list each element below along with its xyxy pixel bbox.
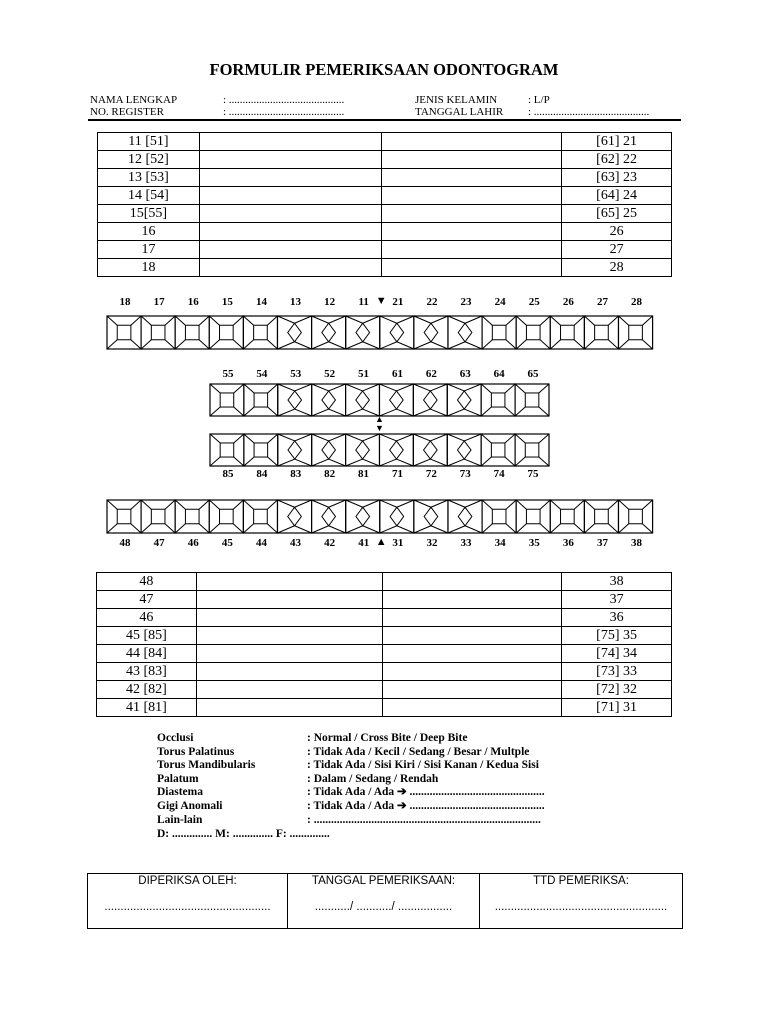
notes-cell[interactable] — [196, 609, 383, 627]
tooth-number: 18 — [119, 296, 131, 308]
tooth-diagram[interactable] — [141, 316, 175, 349]
tooth-diagram[interactable] — [584, 500, 618, 533]
tooth-number: 74 — [493, 468, 505, 480]
notes-cell[interactable] — [383, 699, 562, 717]
tooth-diagram[interactable] — [380, 316, 414, 349]
midline-up-arrow-icon: ▲ — [375, 536, 387, 548]
tooth-number: 52 — [324, 368, 336, 380]
tooth-diagram[interactable] — [482, 500, 516, 533]
clinical-options[interactable]: : Dalam / Sedang / Rendah — [307, 772, 439, 785]
tooth-label-left: 41 [81] — [97, 699, 197, 717]
clinical-options[interactable]: : ............................................................................... — [307, 813, 541, 826]
tooth-diagram[interactable] — [346, 384, 380, 416]
notes-cell[interactable] — [196, 663, 383, 681]
clinical-label: Lain-lain — [157, 813, 203, 826]
notes-cell[interactable] — [381, 151, 562, 169]
tooth-number: 38 — [631, 537, 643, 549]
tooth-number: 73 — [459, 468, 471, 480]
notes-cell[interactable] — [381, 205, 562, 223]
tooth-number: 31 — [392, 537, 404, 549]
tooth-number: 36 — [562, 537, 574, 549]
tooth-diagram[interactable] — [312, 384, 346, 416]
clinical-options[interactable]: : Tidak Ada / Sisi Kiri / Sisi Kanan / Kedua Sisi — [307, 759, 539, 772]
tooth-label-left: 48 — [97, 573, 197, 591]
tooth-diagram[interactable] — [175, 316, 209, 349]
tooth-diagram[interactable] — [481, 384, 515, 416]
tooth-diagram[interactable] — [584, 316, 618, 349]
tooth-number: 37 — [596, 537, 608, 549]
clinical-label: Torus Palatinus — [157, 745, 235, 758]
tooth-diagram[interactable] — [209, 500, 243, 533]
tooth-number: 54 — [256, 368, 268, 380]
tooth-number: 72 — [425, 468, 437, 480]
tooth-label-left: 15[55] — [98, 205, 200, 223]
tooth-number: 15 — [221, 296, 233, 308]
notes-cell[interactable] — [383, 645, 562, 663]
tooth-number: 43 — [290, 537, 302, 549]
tooth-label-right: 26 — [562, 223, 672, 241]
midline-down-arrow-icon: ▼ — [375, 295, 387, 307]
tooth-number: 28 — [631, 296, 643, 308]
tooth-diagram[interactable] — [243, 316, 277, 349]
notes-cell[interactable] — [383, 681, 562, 699]
tooth-diagram[interactable] — [312, 316, 346, 349]
tooth-label-right: [63] 23 — [562, 169, 672, 187]
table-row — [97, 609, 672, 627]
tooth-number: 47 — [153, 537, 165, 549]
tooth-diagram[interactable] — [210, 434, 244, 466]
tooth-label-left: 47 — [97, 591, 197, 609]
table-row — [98, 169, 672, 187]
clinical-options[interactable]: : Tidak Ada / Ada ➔ ............................................... — [307, 800, 545, 812]
notes-cell[interactable] — [381, 241, 562, 259]
clinical-label: Occlusi — [157, 732, 194, 744]
tooth-number: 27 — [596, 296, 608, 308]
tooth-number: 45 — [221, 537, 233, 549]
table-row — [98, 223, 672, 241]
signature-table — [87, 873, 683, 929]
tooth-number: 71 — [391, 468, 403, 480]
tooth-number: 46 — [187, 537, 199, 549]
tooth-number: 64 — [493, 368, 505, 380]
tooth-number: 32 — [426, 537, 438, 549]
tanggal-pemeriksaan-label: TANGGAL PEMERIKSAAN: — [311, 875, 456, 887]
page-title: FORMULIR PEMERIKSAAN ODONTOGRAM — [209, 60, 559, 79]
tooth-label-right: [73] 33 — [562, 663, 672, 681]
tooth-diagram[interactable] — [312, 434, 346, 466]
nama-field[interactable]: : .......................................... — [223, 94, 345, 106]
lower-deciduous-row — [209, 433, 550, 467]
clinical-label: Gigi Anomali — [157, 800, 223, 812]
tooth-label-right: [62] 22 — [562, 151, 672, 169]
table-row — [97, 699, 672, 717]
upper-teeth-table — [97, 132, 672, 277]
notes-cell[interactable] — [199, 133, 381, 151]
jenis-kelamin-label: JENIS KELAMIN — [415, 94, 498, 106]
tooth-number: 42 — [324, 537, 336, 549]
notes-cell[interactable] — [196, 591, 383, 609]
table-row — [97, 663, 672, 681]
dmf-field[interactable]: D: .............. M: .............. F: .............. — [157, 828, 330, 840]
notes-cell[interactable] — [383, 591, 562, 609]
tooth-label-right: [75] 35 — [562, 627, 672, 645]
tooth-number: 83 — [290, 468, 302, 480]
tooth-label-left: 12 [52] — [98, 151, 200, 169]
clinical-options[interactable]: : Normal / Cross Bite / Deep Bite — [307, 732, 468, 744]
notes-cell[interactable] — [199, 187, 381, 205]
tooth-number: 82 — [324, 468, 336, 480]
tooth-diagram[interactable] — [481, 434, 515, 466]
tooth-label-left: 43 [83] — [97, 663, 197, 681]
tooth-label-left: 11 [51] — [98, 133, 200, 151]
tooth-diagram[interactable] — [447, 384, 481, 416]
tooth-diagram[interactable] — [448, 500, 482, 533]
tooth-number: 63 — [459, 368, 471, 380]
tooth-diagram[interactable] — [482, 316, 516, 349]
upper-permanent-row — [106, 315, 654, 350]
tooth-number: 17 — [153, 296, 165, 308]
tooth-number: 75 — [527, 468, 539, 480]
tooth-number: 13 — [290, 296, 302, 308]
tooth-diagram[interactable] — [414, 500, 448, 533]
tooth-diagram[interactable] — [516, 500, 550, 533]
notes-cell[interactable] — [383, 627, 562, 645]
notes-cell[interactable] — [196, 699, 383, 717]
tanggal-pemeriksaan-cell[interactable] — [288, 874, 480, 929]
clinical-label: Torus Mandibularis — [157, 759, 256, 772]
tooth-diagram[interactable] — [380, 384, 414, 416]
notes-cell[interactable] — [383, 573, 562, 591]
tooth-diagram[interactable] — [141, 500, 175, 533]
tooth-label-left: 17 — [98, 241, 200, 259]
tooth-number: 41 — [358, 537, 370, 549]
tooth-label-left: 45 [85] — [97, 627, 197, 645]
table-row — [97, 573, 672, 591]
table-row — [97, 627, 672, 645]
notes-cell[interactable] — [196, 645, 383, 663]
diperiksa-field[interactable]: .................................................... — [104, 901, 271, 913]
register-label: NO. REGISTER — [90, 106, 164, 118]
tooth-number: 48 — [119, 537, 131, 549]
tooth-diagram[interactable] — [244, 434, 278, 466]
tooth-number: 81 — [358, 468, 370, 480]
tooth-number: 51 — [358, 368, 370, 380]
table-row — [98, 241, 672, 259]
tooth-number: 12 — [324, 296, 336, 308]
tanggal-lahir-field[interactable]: : .......................................... — [528, 106, 650, 118]
tooth-number: 21 — [392, 296, 404, 308]
ttd-cell[interactable] — [480, 874, 683, 929]
tooth-label-left: 42 [82] — [97, 681, 197, 699]
tooth-diagram[interactable] — [210, 384, 244, 416]
notes-cell[interactable] — [196, 573, 383, 591]
tooth-number: 85 — [222, 468, 234, 480]
tooth-number: 23 — [460, 296, 472, 308]
notes-cell[interactable] — [199, 259, 381, 277]
upper-deciduous-row — [209, 383, 550, 417]
tooth-diagram[interactable] — [346, 434, 380, 466]
tooth-number: 62 — [425, 368, 437, 380]
notes-cell[interactable] — [199, 223, 381, 241]
table-row — [98, 151, 672, 169]
tooth-diagram[interactable] — [448, 316, 482, 349]
ttd-label: TTD PEMERIKSA: — [533, 875, 629, 887]
tooth-diagram[interactable] — [380, 434, 414, 466]
tooth-number: 22 — [426, 296, 438, 308]
notes-cell[interactable] — [199, 205, 381, 223]
tooth-diagram[interactable] — [413, 434, 447, 466]
tanggal-pemeriksaan-field[interactable]: .........../ .........../ ................. — [314, 901, 453, 913]
clinical-options[interactable]: : Tidak Ada / Ada ➔ ............................................... — [307, 786, 545, 799]
tooth-diagram[interactable] — [550, 500, 584, 533]
tooth-number: 35 — [528, 537, 540, 549]
table-row — [98, 187, 672, 205]
tooth-diagram[interactable] — [278, 384, 312, 416]
tooth-diagram[interactable] — [107, 316, 141, 349]
notes-cell[interactable] — [383, 663, 562, 681]
tooth-label-left: 46 — [97, 609, 197, 627]
ttd-field[interactable]: ...................................................... — [494, 901, 668, 913]
tooth-diagram[interactable] — [619, 500, 653, 533]
tooth-diagram[interactable] — [515, 384, 549, 416]
tooth-diagram[interactable] — [550, 316, 584, 349]
tooth-label-left: 44 [84] — [97, 645, 197, 663]
tooth-diagram[interactable] — [346, 500, 380, 533]
tooth-label-left: 14 [54] — [98, 187, 200, 205]
tooth-label-right: [74] 34 — [562, 645, 672, 663]
header-rule — [88, 119, 681, 121]
clinical-label: Diastema — [157, 786, 203, 799]
tooth-number: 61 — [391, 368, 403, 380]
tooth-label-right: 36 — [562, 609, 672, 627]
register-field[interactable]: : .......................................... — [223, 106, 345, 118]
tooth-label-left: 13 [53] — [98, 169, 200, 187]
tooth-label-right: [71] 31 — [562, 699, 672, 717]
notes-cell[interactable] — [381, 259, 562, 277]
tooth-label-right: 27 — [562, 241, 672, 259]
table-row — [97, 681, 672, 699]
midline-down-arrow-icon: ▼ — [375, 423, 384, 433]
tooth-number: 26 — [562, 296, 574, 308]
table-row — [98, 259, 672, 277]
tooth-diagram[interactable] — [516, 316, 550, 349]
tooth-diagram[interactable] — [107, 500, 141, 533]
tooth-diagram[interactable] — [243, 500, 277, 533]
tooth-diagram[interactable] — [380, 500, 414, 533]
tooth-diagram[interactable] — [278, 316, 312, 349]
notes-cell[interactable] — [381, 187, 562, 205]
tooth-diagram[interactable] — [619, 316, 653, 349]
tooth-label-right: 38 — [562, 573, 672, 591]
tooth-diagram[interactable] — [515, 434, 549, 466]
midline-up-arrow-icon: ▲ — [375, 414, 384, 424]
clinical-options[interactable]: : Tidak Ada / Kecil / Sedang / Besar / Multple — [307, 745, 530, 758]
tooth-number: 44 — [255, 537, 267, 549]
nama-label: NAMA LENGKAP — [90, 94, 178, 106]
table-row — [98, 133, 672, 151]
tooth-label-right: [61] 21 — [562, 133, 672, 151]
table-row — [98, 205, 672, 223]
tooth-label-right: 37 — [562, 591, 672, 609]
tooth-diagram[interactable] — [346, 316, 380, 349]
tooth-label-left: 16 — [98, 223, 200, 241]
clinical-label: Palatum — [157, 772, 199, 785]
notes-cell[interactable] — [383, 609, 562, 627]
tooth-diagram[interactable] — [278, 500, 312, 533]
tooth-number: 16 — [187, 296, 199, 308]
tooth-number: 25 — [528, 296, 540, 308]
tooth-label-right: 28 — [562, 259, 672, 277]
table-row — [97, 645, 672, 663]
tooth-label-right: [72] 32 — [562, 681, 672, 699]
tooth-number: 11 — [358, 296, 369, 308]
tooth-label-left: 18 — [98, 259, 200, 277]
notes-cell[interactable] — [196, 681, 383, 699]
tooth-label-right: [64] 24 — [562, 187, 672, 205]
notes-cell[interactable] — [199, 169, 381, 187]
tanggal-lahir-label: TANGGAL LAHIR — [415, 106, 504, 118]
lower-permanent-row — [106, 499, 654, 534]
lower-teeth-table — [96, 572, 672, 717]
tooth-diagram[interactable] — [414, 316, 448, 349]
tooth-diagram[interactable] — [175, 500, 209, 533]
diperiksa-cell[interactable] — [88, 874, 288, 929]
tooth-number: 53 — [290, 368, 302, 380]
tooth-diagram[interactable] — [278, 434, 312, 466]
notes-cell[interactable] — [196, 627, 383, 645]
tooth-number: 34 — [494, 537, 506, 549]
notes-cell[interactable] — [381, 223, 562, 241]
table-row — [97, 591, 672, 609]
tooth-number: 84 — [256, 468, 268, 480]
diperiksa-label: DIPERIKSA OLEH: — [138, 875, 237, 887]
tooth-diagram[interactable] — [447, 434, 481, 466]
tooth-label-right: [65] 25 — [562, 205, 672, 223]
jenis-kelamin-field[interactable]: : L/P — [528, 94, 550, 106]
notes-cell[interactable] — [199, 151, 381, 169]
notes-cell[interactable] — [381, 133, 562, 151]
tooth-diagram[interactable] — [312, 500, 346, 533]
tooth-number: 24 — [494, 296, 506, 308]
tooth-diagram[interactable] — [244, 384, 278, 416]
tooth-diagram[interactable] — [413, 384, 447, 416]
notes-cell[interactable] — [381, 169, 562, 187]
tooth-number: 55 — [222, 368, 234, 380]
tooth-number: 33 — [460, 537, 472, 549]
notes-cell[interactable] — [199, 241, 381, 259]
tooth-diagram[interactable] — [209, 316, 243, 349]
tooth-number: 65 — [527, 368, 539, 380]
tooth-number: 14 — [255, 296, 267, 308]
